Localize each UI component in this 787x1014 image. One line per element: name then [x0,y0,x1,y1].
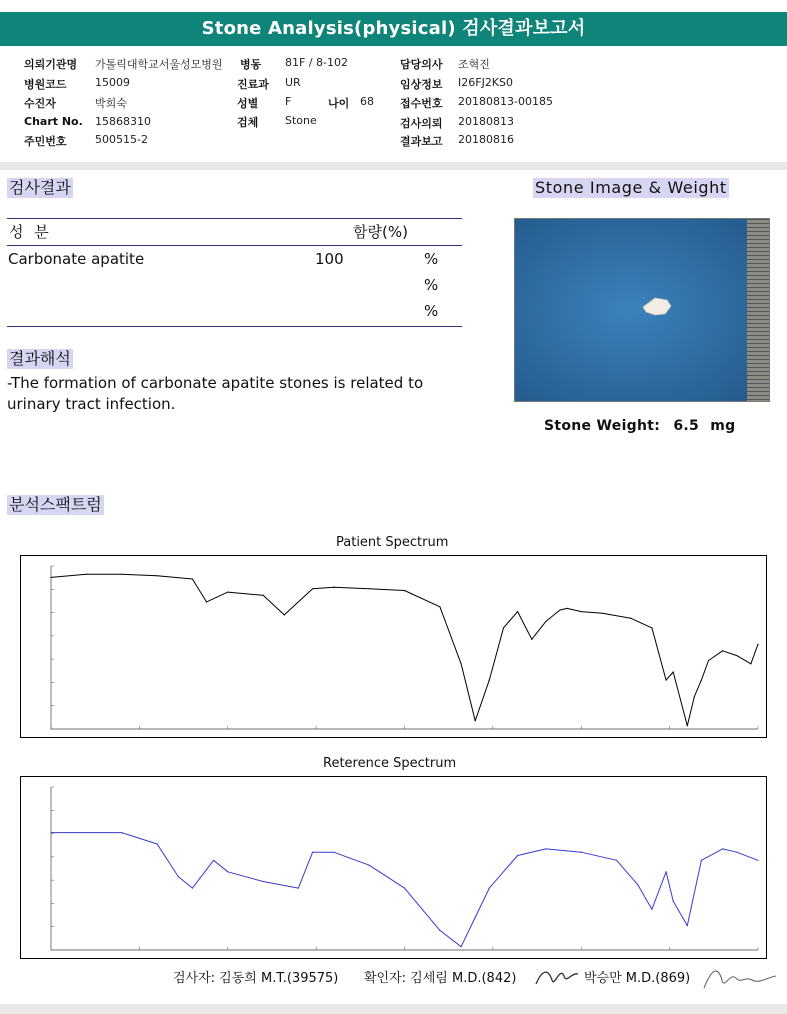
spectrum-point [651,627,652,628]
spectrum-point [192,578,193,579]
spectrum-point [757,860,758,861]
stone-section-title: Stone Image & Weight [535,178,727,197]
info-value-ward: 81F / 8-102 [285,56,348,69]
spectrum-point [178,876,179,877]
info-value-resident-no: 500515-2 [95,133,148,146]
info-label-department: 진료과 [237,78,269,91]
spectrum-point [517,855,518,856]
result-unit: % [424,302,439,320]
spectrum-point [86,832,87,833]
spectrum-point [602,613,603,614]
header-content: 함량(%) [353,223,408,241]
info-label-specimen: 검체 [237,116,259,129]
interpretation-text: -The formation of carbonate apatite stones is related to urinary tract infection. [7,374,424,413]
patient-spectrum-svg [21,556,766,737]
patient-spectrum-title: Patient Spectrum [336,535,449,550]
spectrum-point [50,832,51,833]
second-confirmer-text: 박승만 M.D.(869) [584,971,691,986]
spectrum-point [757,644,758,645]
spectrum-point [404,888,405,889]
spectrum-point [503,627,504,628]
spectrum-point [284,614,285,615]
spectrum-point [701,860,702,861]
spectrum-line [51,574,758,726]
spectrum-point [666,871,667,872]
spectrum-point [673,901,674,902]
info-label-hospital-code: 병원코드 [24,78,67,91]
spectrum-point [439,930,440,931]
spectrum-point [531,639,532,640]
spectrum-point [545,621,546,622]
spectrum-point [581,611,582,612]
patient-info [0,48,787,160]
spectrum-point [708,660,709,661]
spectrum-point [157,843,158,844]
examiner-text: 검사자: 김동희 M.T.(39575) [173,971,339,986]
info-value-department: UR [285,76,301,89]
spectrum-point [333,852,334,853]
spectrum-point [213,860,214,861]
spectrum-point [461,663,462,664]
spectrum-point [687,725,688,726]
spectrum-point [475,720,476,721]
spectrum-point [666,680,667,681]
spectrum-point [312,588,313,589]
spectrum-point [404,590,405,591]
result-value: 100 [315,250,344,268]
spectrum-point [227,592,228,593]
spectrum-point [206,601,207,602]
result-unit: % [424,250,439,268]
spectrum-point [736,655,737,656]
spectrum-point [722,650,723,651]
results-section-title: 검사결과 [9,178,71,197]
spectrum-line [51,833,758,947]
spectrum-point [263,595,264,596]
spectrum-point [517,611,518,612]
stone-weight-value: 6.5 [673,418,700,434]
info-label-resident-no: 주민번호 [24,135,67,148]
spectrum-point [157,575,158,576]
spectrum-point [581,852,582,853]
spectrum-point [567,608,568,609]
report-title: Stone Analysis(physical) 검사결과보고서 [0,12,787,46]
signature-mark [532,962,580,992]
reference-spectrum-title: Reterence Spectrum [323,756,457,771]
info-label-institution: 의뢰기관명 [24,58,78,71]
info-value-physician: 조혁진 [458,58,490,71]
info-value-institution: 가톨릭대학교서울성모병원 [95,58,223,71]
info-value-receipt-no: 20180813-00185 [458,95,553,108]
info-label-age: 나이 [328,97,350,110]
spectrum-point [701,680,702,681]
reference-spectrum-chart [20,776,767,959]
reference-spectrum-svg [21,777,766,958]
info-label-report-date: 결과보고 [400,135,443,148]
spectrum-point [121,832,122,833]
spectrum-point [475,917,476,918]
header-component: 성 분 [9,223,52,241]
info-label-sex: 성별 [237,97,259,110]
info-value-specimen: Stone [285,114,317,127]
spectrum-point [121,574,122,575]
section-divider [0,162,787,170]
info-value-chart-no: 15868310 [95,115,151,128]
spectrum-point [489,680,490,681]
signature-mark [700,962,780,994]
table-header-rule [7,245,462,246]
spectrum-point [439,606,440,607]
stone-weight-unit: mg [710,418,736,434]
interpretation-section-title: 결과해석 [9,349,71,368]
spectrum-point [673,671,674,672]
spectrum-point [651,909,652,910]
info-value-hospital-code: 15009 [95,76,130,89]
info-label-receipt-no: 접수번호 [400,97,443,110]
spectrum-point [694,696,695,697]
spectrum-point [298,888,299,889]
info-label-request-date: 검사의뢰 [400,117,443,130]
spectrum-axes [51,787,758,950]
stone-weight [544,418,735,434]
spectrum-point [333,587,334,588]
info-value-report-date: 20180816 [458,133,514,146]
spectrum-point [630,618,631,619]
info-label-ward: 병동 [240,58,262,71]
spectrum-point [750,663,751,664]
spectrum-point [722,848,723,849]
spectrum-point [369,865,370,866]
spectrum-point [263,881,264,882]
spectrum-point [461,946,462,947]
spectrum-point [369,588,370,589]
results-table [7,218,462,328]
signature-footer [0,962,787,992]
bottom-bar [0,1004,787,1014]
info-value-patient: 박희숙 [95,97,127,110]
spectrum-point [545,848,546,849]
spectrum-point [227,871,228,872]
info-label-patient: 수진자 [24,97,56,110]
info-value-sex: F [285,95,292,108]
table-bottom-rule [7,326,462,327]
patient-spectrum-chart [20,555,767,738]
spectrum-point [616,860,617,861]
info-value-request-date: 20180813 [458,115,514,128]
scale-ruler [747,219,769,401]
stone-image [514,218,770,402]
info-value-clinical-info: I26FJ2KS0 [458,76,514,89]
table-top-rule [7,218,462,219]
spectrum-point [50,577,51,578]
confirmer-text: 확인자: 김세림 M.D.(842) [364,971,517,986]
stone-photo-graphic [515,219,769,401]
spectrum-point [637,884,638,885]
result-unit: % [424,276,439,294]
spectrum-point [687,925,688,926]
result-name: Carbonate apatite [8,250,145,268]
spectrum-point [736,852,737,853]
stone-weight-label: Stone Weight: [544,418,661,434]
info-label-clinical-info: 임상정보 [400,78,443,91]
info-value-age: 68 [360,95,374,108]
spectrum-point [86,574,87,575]
spectrum-point [489,888,490,889]
spectrum-point [192,888,193,889]
spectrum-section-title: 분석스팩트럼 [9,495,102,514]
info-label-physician: 담당의사 [400,58,443,71]
info-label-chart-no: Chart No. [24,115,83,128]
spectrum-point [559,609,560,610]
spectrum-point [312,852,313,853]
